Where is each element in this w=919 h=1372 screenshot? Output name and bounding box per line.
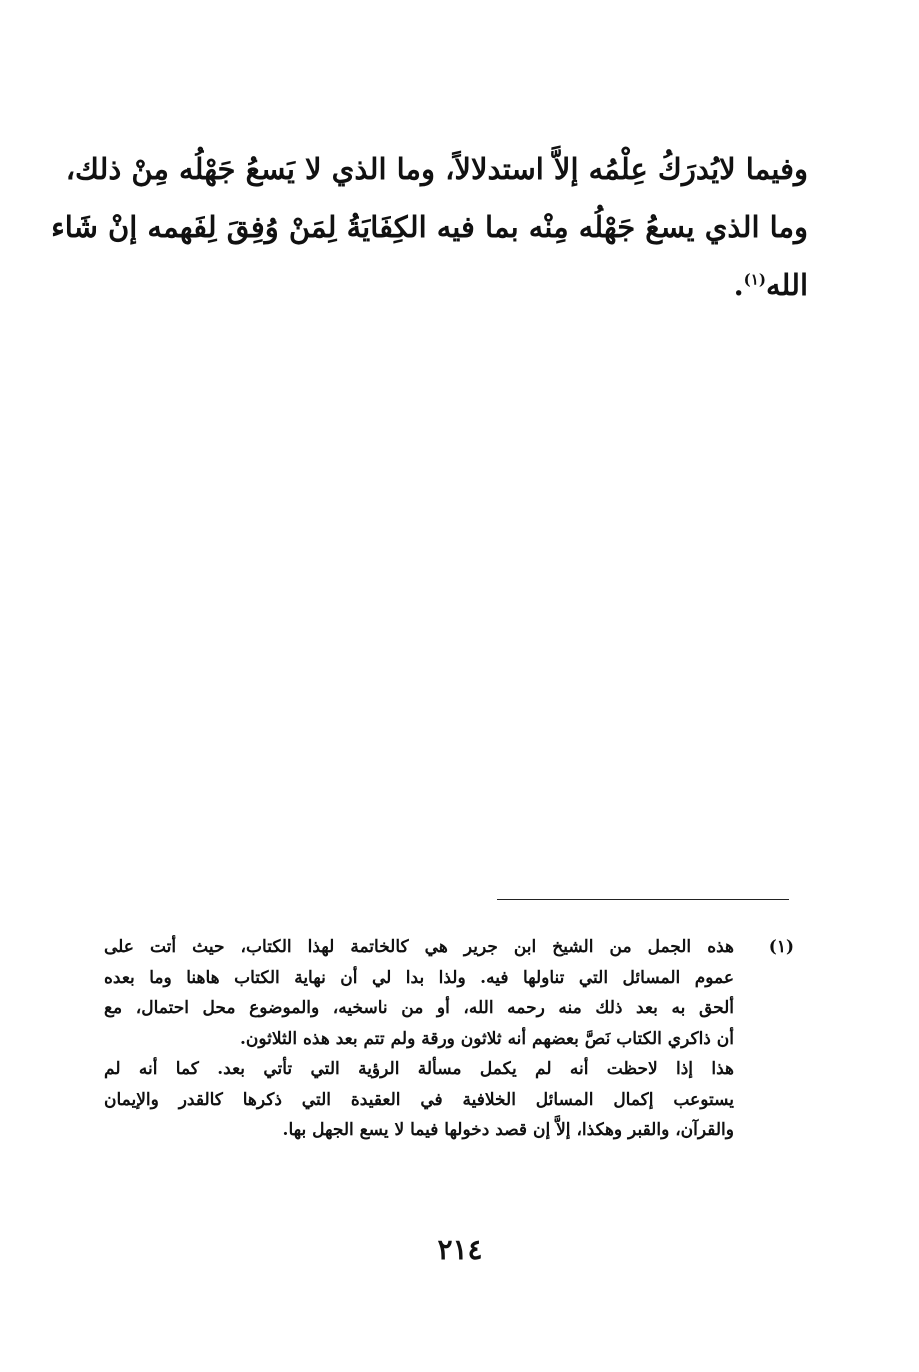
footnote-line-5: هذا إذا لاحظت أنه لم يكمل مسألة الرؤية التي تأتي بعد. كما أنه لم [104, 1059, 734, 1079]
main-line-2: وما الذي يسعُ جَهْلُه مِنْه بما فيه الكِفَايَةُ لِمَنْ وُفِقَ لِفَهمه إنْ شَاء [51, 210, 808, 244]
main-line-1: وفيما لايُدرَكُ عِلْمُه إلاَّ استدلالاً، وما الذي لا يَسعُ جَهْلُه مِنْ ذلك، [65, 152, 808, 186]
footnote-line-2: عموم المسائل التي تناولها فيه. ولذا بدا لي أن نهاية الكتاب هاهنا وما بعده [104, 967, 734, 988]
footnote-reference[interactable]: (١) [743, 270, 766, 289]
footnote [104, 932, 794, 1146]
page-number: ٢١٤ [437, 1233, 483, 1266]
main-line-3-text: الله [765, 268, 808, 302]
footnote-body [104, 932, 734, 1146]
footnote-line-6: يستوعب إكمال المسائل الخلافية في العقيدة التي ذكرها كالقدر والإيمان [104, 1089, 734, 1110]
footnote-line-7: والقرآن، والقبر وهكذا، إلاَّ إن قصد دخولها فيما لا يسع الجهل بها. [282, 1120, 734, 1140]
footnote-marker: (١) [768, 937, 794, 957]
footnote-separator [497, 899, 789, 900]
footnote-line-4: أن ذاكري الكتاب نَصَّ بعضهم أنه ثلاثون ورقة ولم تتم بعد هذه الثلاثون. [239, 1028, 734, 1049]
main-paragraph [51, 140, 808, 314]
footnote-line-1: هذه الجمل من الشيخ ابن جرير هي كالخاتمة لهذا الكتاب، حيث أتت على [104, 937, 734, 957]
main-line-3 [118, 256, 808, 314]
footnote-line-3: ألحق به بعد ذلك منه رحمه الله، أو من ناسخيه، والموضوع محل احتمال، مع [104, 998, 734, 1018]
end-punctuation: . [733, 268, 744, 302]
